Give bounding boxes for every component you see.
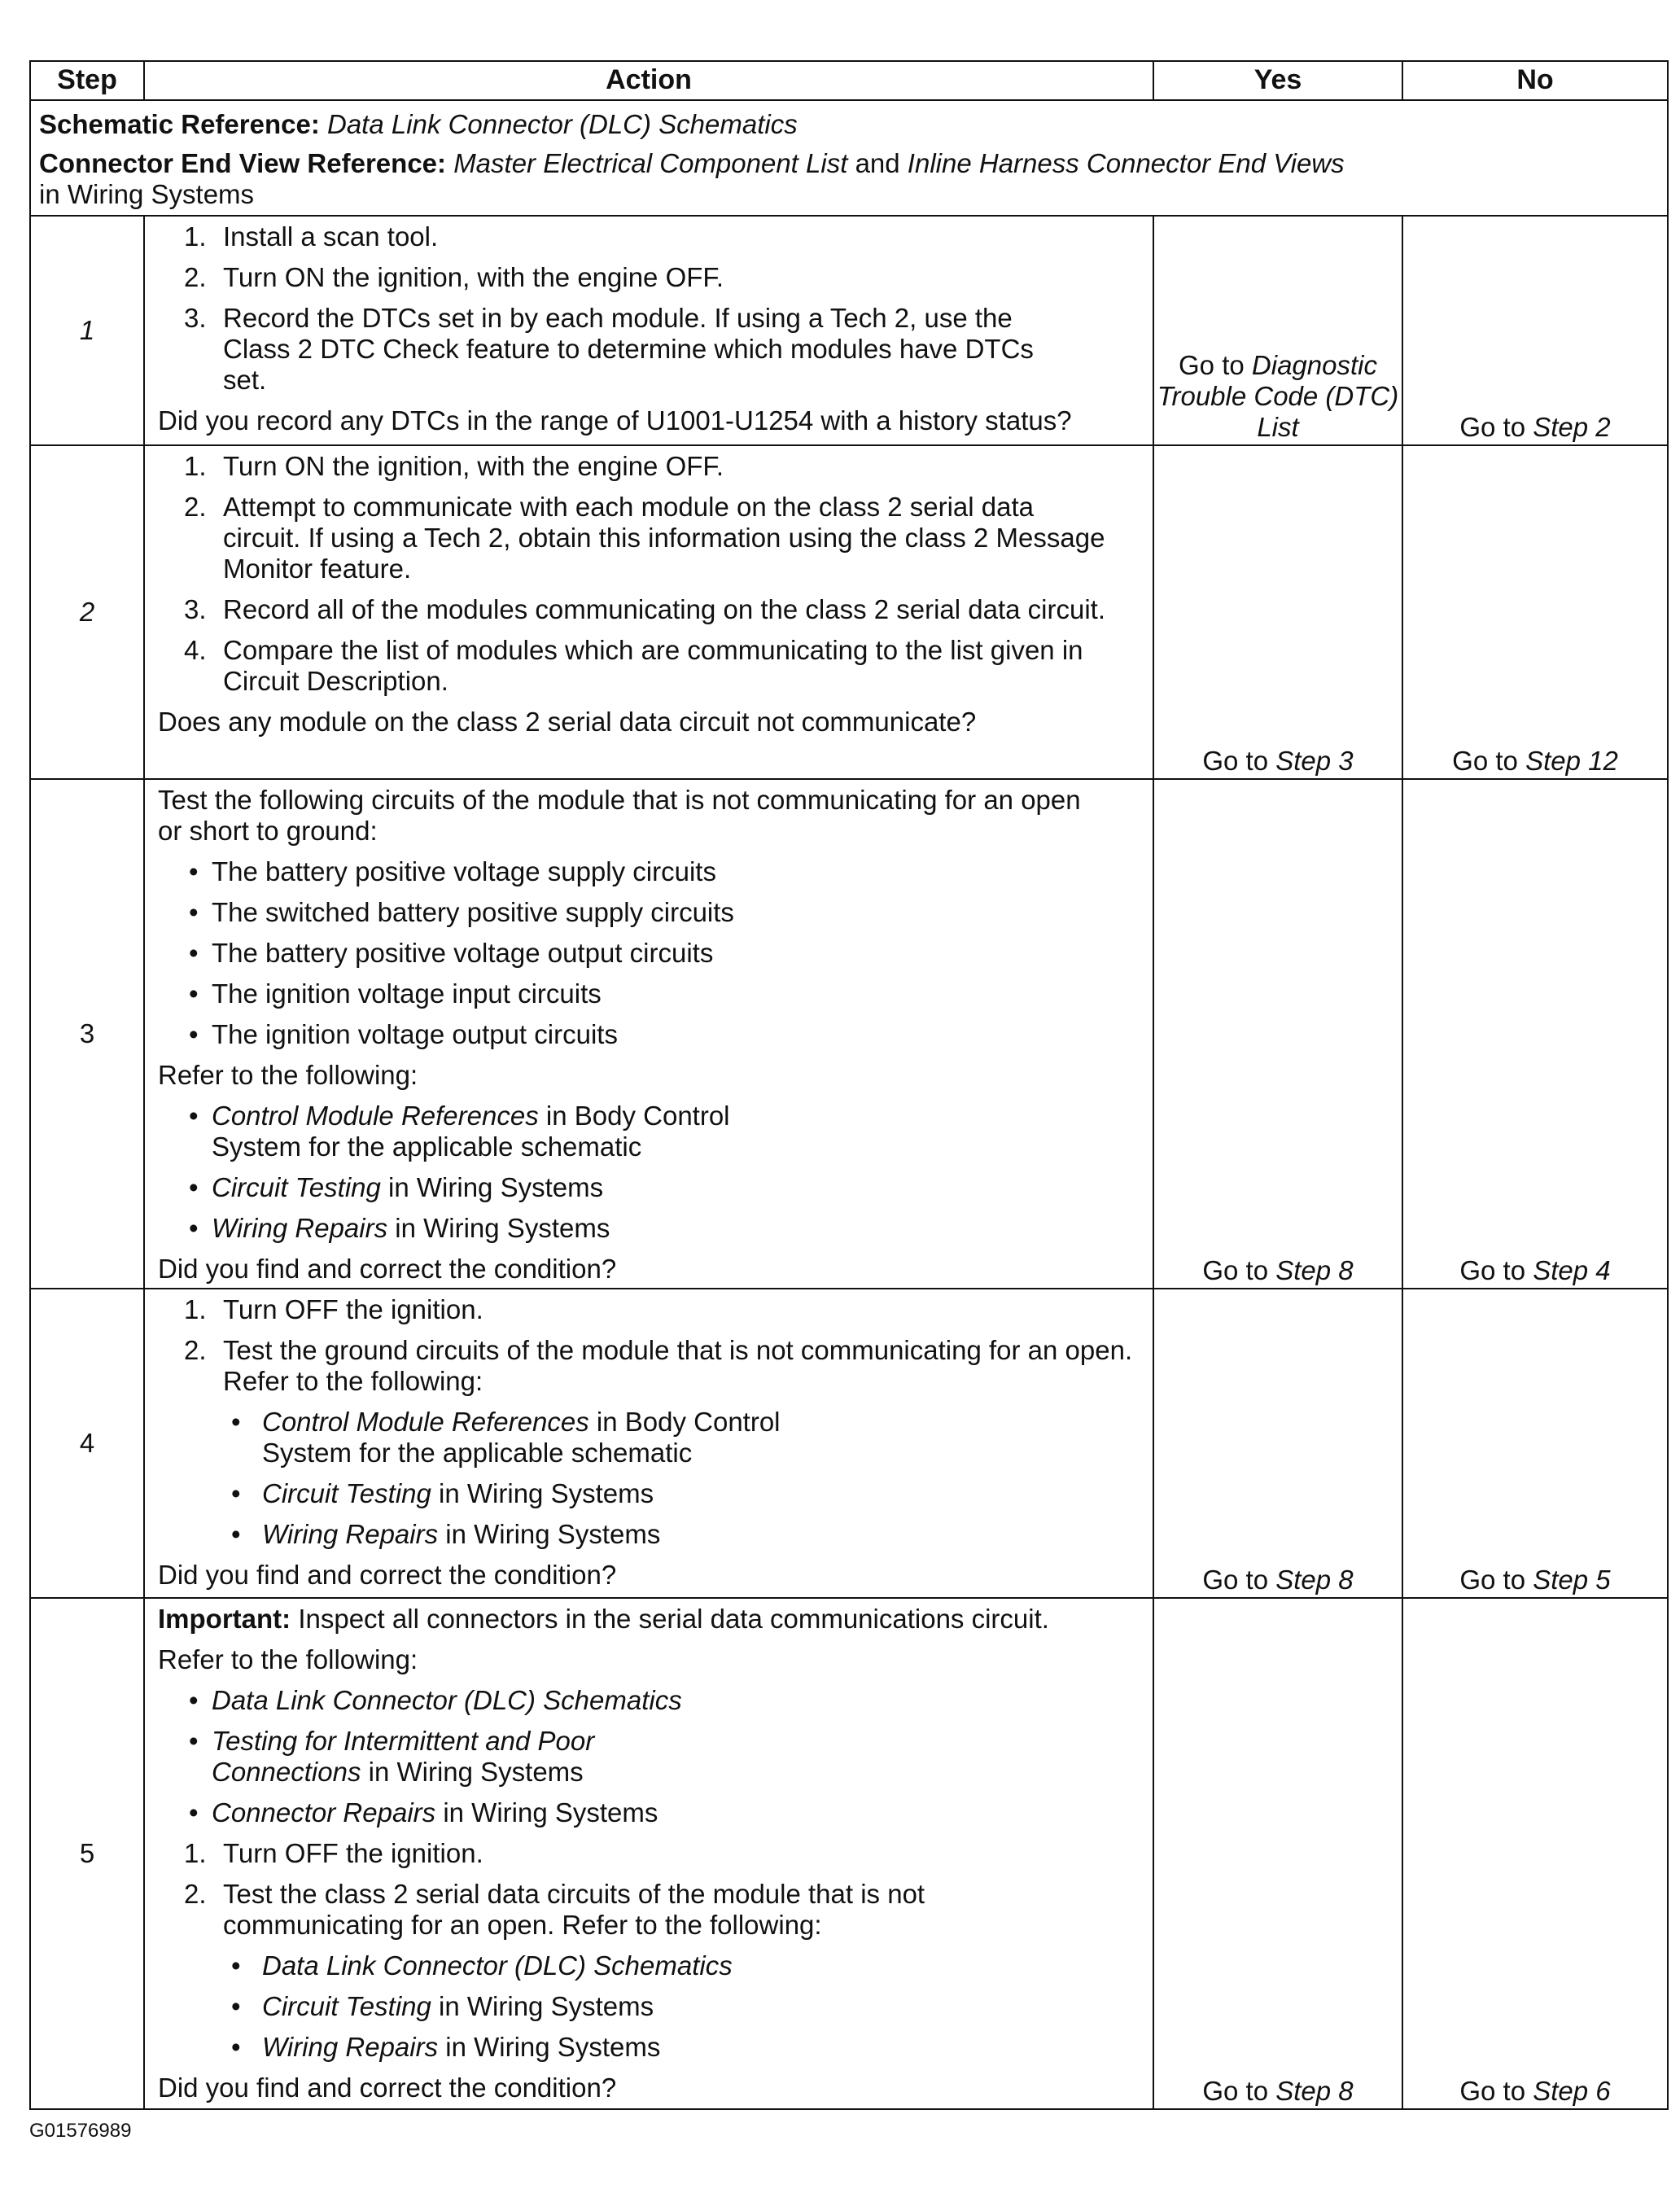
schematic-reference-label: Schematic Reference:: [39, 109, 320, 139]
list-item-text: The battery positive voltage supply circuits: [212, 856, 716, 886]
yes-cell: [1153, 216, 1402, 445]
step-number: 4: [30, 1289, 144, 1598]
step-question: Did you record any DTCs in the range of U1001-U1254 with a history status?: [158, 405, 1072, 436]
list-item: 1. Turn OFF the ignition.: [184, 1838, 483, 1868]
no-prefix: Go to: [1459, 1255, 1526, 1285]
header-action: Action: [144, 61, 1153, 100]
no-target-link[interactable]: Step 12: [1525, 746, 1618, 776]
list-item: • The switched battery positive supply circuits: [189, 897, 734, 927]
yes-cell: [1153, 1289, 1402, 1598]
yes-cell: [1153, 1598, 1402, 2109]
reference-link[interactable]: Circuit Testing: [212, 1172, 381, 1202]
reference-link[interactable]: Control Module References: [262, 1407, 589, 1437]
table-row: [30, 779, 1668, 1289]
list-item-text: Attempt to communicate with each module on the class 2 serial data circuit. If using a Tech 2, obtain this information using the class 2 Message Monitor feature.: [223, 492, 1105, 584]
reference-rest: in Wiring Systems: [395, 1213, 610, 1243]
reference-rest: in Body Control System for the applicable schematic: [212, 1101, 730, 1162]
reference-link[interactable]: Data Link Connector (DLC) Schematics: [212, 1685, 682, 1715]
figure-id: G01576989: [29, 2120, 132, 2142]
connector-reference-link-2: Inline Harness Connector End Views: [907, 148, 1345, 178]
list-item-text: The switched battery positive supply circuits: [212, 897, 734, 927]
reference-rest: in Wiring Systems: [439, 1478, 654, 1508]
reference-rest: in Wiring Systems: [443, 1797, 658, 1828]
reference-cell: [30, 100, 1668, 216]
connector-reference: [39, 148, 1659, 210]
no-cell: [1402, 445, 1668, 779]
step-question: Did you find and correct the condition?: [158, 1560, 617, 1590]
no-prefix: Go to: [1459, 2076, 1526, 2106]
no-prefix: Go to: [1459, 412, 1526, 442]
step-intro: Test the following circuits of the module that is not communicating for an open or short to ground:: [158, 785, 1081, 846]
yes-prefix: Go to: [1202, 746, 1269, 776]
list-item: • Data Link Connector (DLC) Schematics: [189, 1685, 682, 1715]
list-item-text: Compare the list of modules which are communicating to the list given in Circuit Description.: [223, 635, 1083, 696]
header-no: No: [1402, 61, 1668, 100]
circuit-list: [158, 856, 1144, 1050]
yes-prefix: Go to: [1202, 1565, 1269, 1595]
reference-link[interactable]: Circuit Testing: [262, 1478, 431, 1508]
list-item: • Connector Repairs in Wiring Systems: [189, 1797, 658, 1828]
action-list: [158, 451, 1144, 697]
list-item-text: The battery positive voltage output circuits: [212, 938, 714, 968]
no-target-link[interactable]: Step 2: [1533, 412, 1611, 442]
list-item: 2. Attempt to communicate with each module on the class 2 serial data circuit. If using a Tech 2, obtain this information using the class 2 Message Monitor feature.: [184, 492, 1105, 584]
no-target-link[interactable]: Step 4: [1533, 1255, 1611, 1285]
yes-target-link[interactable]: Step 3: [1275, 746, 1354, 776]
header-step: Step: [30, 61, 144, 100]
reference-rest: in Wiring Systems: [445, 2032, 661, 2062]
list-item: • Circuit Testing in Wiring Systems: [231, 1991, 654, 2021]
reference-rest: in Wiring Systems: [439, 1991, 654, 2021]
list-item: • Control Module References in Body Control System for the applicable schematic: [189, 1101, 730, 1162]
list-item: • Circuit Testing in Wiring Systems: [189, 1172, 604, 1202]
connector-reference-link-1: Master Electrical Component List: [453, 148, 848, 178]
no-prefix: Go to: [1459, 1565, 1526, 1595]
list-item: • Wiring Repairs in Wiring Systems: [231, 1519, 661, 1549]
yes-target-link[interactable]: Step 8: [1275, 1255, 1354, 1285]
table-row: [30, 216, 1668, 445]
connector-reference-and: and: [855, 148, 900, 178]
yes-prefix: Go to: [1202, 1255, 1269, 1285]
list-item: 4. Compare the list of modules which are communicating to the list given in Circuit Description.: [184, 635, 1083, 696]
list-item-text: Test the ground circuits of the module that is not communicating for an open. Refer to the following:: [223, 1335, 1133, 1396]
no-prefix: Go to: [1452, 746, 1518, 776]
reference-link[interactable]: Wiring Repairs: [262, 1519, 439, 1549]
list-item: • The ignition voltage output circuits: [189, 1019, 618, 1049]
table-row: [30, 1598, 1668, 2109]
reference-list: [158, 1950, 1144, 2063]
list-item-text: Turn OFF the ignition.: [223, 1838, 483, 1868]
step-question: Does any module on the class 2 serial data circuit not communicate?: [158, 707, 977, 737]
important-label: Important:: [158, 1604, 291, 1634]
list-item-text: Turn OFF the ignition.: [223, 1294, 483, 1324]
important-note: [158, 1604, 1144, 1635]
list-item: 1. Turn OFF the ignition.: [184, 1294, 483, 1324]
step-number: 1: [30, 216, 144, 445]
table-row: [30, 445, 1668, 779]
action-cell: [144, 1598, 1153, 2109]
list-item: • Testing for Intermittent and Poor Connections in Wiring Systems: [189, 1726, 595, 1787]
list-item-text: Install a scan tool.: [223, 221, 439, 252]
reference-row: [30, 100, 1668, 216]
action-list: [158, 1838, 1144, 1941]
list-item-text: Turn ON the ignition, with the engine OFF.: [223, 262, 724, 292]
header-yes: Yes: [1153, 61, 1402, 100]
reference-rest: in Body Control System for the applicable schematic: [262, 1407, 781, 1468]
connector-reference-label: Connector End View Reference:: [39, 148, 447, 178]
list-item-text: Record the DTCs set in by each module. If using a Tech 2, use the Class 2 DTC Check feature to determine which modules have DTCs set.: [223, 303, 1034, 395]
no-cell: [1402, 1289, 1668, 1598]
reference-link[interactable]: Connector Repairs: [212, 1797, 436, 1828]
list-item: • The ignition voltage input circuits: [189, 978, 602, 1009]
reference-link[interactable]: Circuit Testing: [262, 1991, 431, 2021]
list-item-text: Turn ON the ignition, with the engine OFF.: [223, 451, 724, 481]
action-cell: [144, 1289, 1153, 1598]
schematic-reference: [39, 109, 1659, 140]
list-item-text: The ignition voltage output circuits: [212, 1019, 618, 1049]
reference-list: [158, 1101, 1144, 1244]
table-header-row: [30, 61, 1668, 100]
list-item: • The battery positive voltage supply circuits: [189, 856, 716, 886]
list-item: 3. Record all of the modules communicating on the class 2 serial data circuit.: [184, 594, 1106, 624]
list-item-text: Record all of the modules communicating on the class 2 serial data circuit.: [223, 594, 1106, 624]
no-cell: [1402, 779, 1668, 1289]
list-item-text: The ignition voltage input circuits: [212, 978, 602, 1009]
step-number: 3: [30, 779, 144, 1289]
yes-cell: [1153, 779, 1402, 1289]
reference-link[interactable]: Testing for Intermittent and Poor Connections: [212, 1726, 595, 1787]
step-number: 5: [30, 1598, 144, 2109]
list-item: • Wiring Repairs in Wiring Systems: [189, 1213, 610, 1243]
reference-rest: in Wiring Systems: [445, 1519, 661, 1549]
list-item: 1. Turn ON the ignition, with the engine OFF.: [184, 451, 724, 481]
schematic-reference-link: Data Link Connector (DLC) Schematics: [327, 109, 798, 139]
list-item: • Wiring Repairs in Wiring Systems: [231, 2032, 661, 2062]
no-cell: [1402, 216, 1668, 445]
list-item: • The battery positive voltage output circuits: [189, 938, 714, 968]
step-number: 2: [30, 445, 144, 779]
list-item: 2. Test the ground circuits of the module that is not communicating for an open. Refer to the following:: [184, 1335, 1133, 1396]
step-question: Did you find and correct the condition?: [158, 1254, 617, 1284]
yes-cell: [1153, 445, 1402, 779]
list-item: • Circuit Testing in Wiring Systems: [231, 1478, 654, 1508]
reference-link[interactable]: Wiring Repairs: [212, 1213, 388, 1243]
reference-list: [158, 1407, 1144, 1550]
action-cell: [144, 445, 1153, 779]
yes-prefix: Go to: [1179, 350, 1245, 380]
list-item: 2. Test the class 2 serial data circuits of the module that is not communicating for an open. Refer to the following:: [184, 1879, 925, 1940]
diagnostic-table: [29, 60, 1669, 2110]
no-cell: [1402, 1598, 1668, 2109]
reference-link[interactable]: Control Module References: [212, 1101, 539, 1131]
yes-target-link[interactable]: Diagnostic Trouble Code (DTC) List: [1157, 350, 1399, 442]
action-list: [158, 1294, 1144, 1397]
reference-rest: in Wiring Systems: [368, 1757, 584, 1787]
table-row: [30, 1289, 1668, 1598]
yes-target-link[interactable]: Step 8: [1275, 2076, 1354, 2106]
refer-text: Refer to the following:: [158, 1644, 418, 1674]
action-list: [158, 221, 1144, 396]
list-item: 2. Turn ON the ignition, with the engine OFF.: [184, 262, 724, 292]
yes-target-link[interactable]: Step 8: [1275, 1565, 1354, 1595]
important-text: Inspect all connectors in the serial data communications circuit.: [298, 1604, 1049, 1634]
reference-rest: in Wiring Systems: [388, 1172, 604, 1202]
yes-prefix: Go to: [1202, 2076, 1269, 2106]
list-item-text: Test the class 2 serial data circuits of the module that is not communicating for an open. Refer to the following:: [223, 1879, 925, 1940]
no-target-link[interactable]: Step 5: [1533, 1565, 1611, 1595]
list-item: 3. Record the DTCs set in by each module. If using a Tech 2, use the Class 2 DTC Check feature to determine which modules have DTCs set.: [184, 303, 1034, 395]
step-question: Did you find and correct the condition?: [158, 2073, 617, 2103]
list-item: • Data Link Connector (DLC) Schematics: [231, 1950, 733, 1981]
list-item: • Control Module References in Body Control System for the applicable schematic: [231, 1407, 781, 1468]
refer-text: Refer to the following:: [158, 1060, 418, 1090]
reference-link[interactable]: Wiring Repairs: [262, 2032, 439, 2062]
reference-link[interactable]: Data Link Connector (DLC) Schematics: [262, 1950, 733, 1981]
list-item: 1. Install a scan tool.: [184, 221, 439, 252]
action-cell: [144, 779, 1153, 1289]
no-target-link[interactable]: Step 6: [1533, 2076, 1611, 2106]
reference-list: [158, 1685, 1144, 1828]
connector-reference-suffix: in Wiring Systems: [39, 179, 255, 209]
action-cell: [144, 216, 1153, 445]
